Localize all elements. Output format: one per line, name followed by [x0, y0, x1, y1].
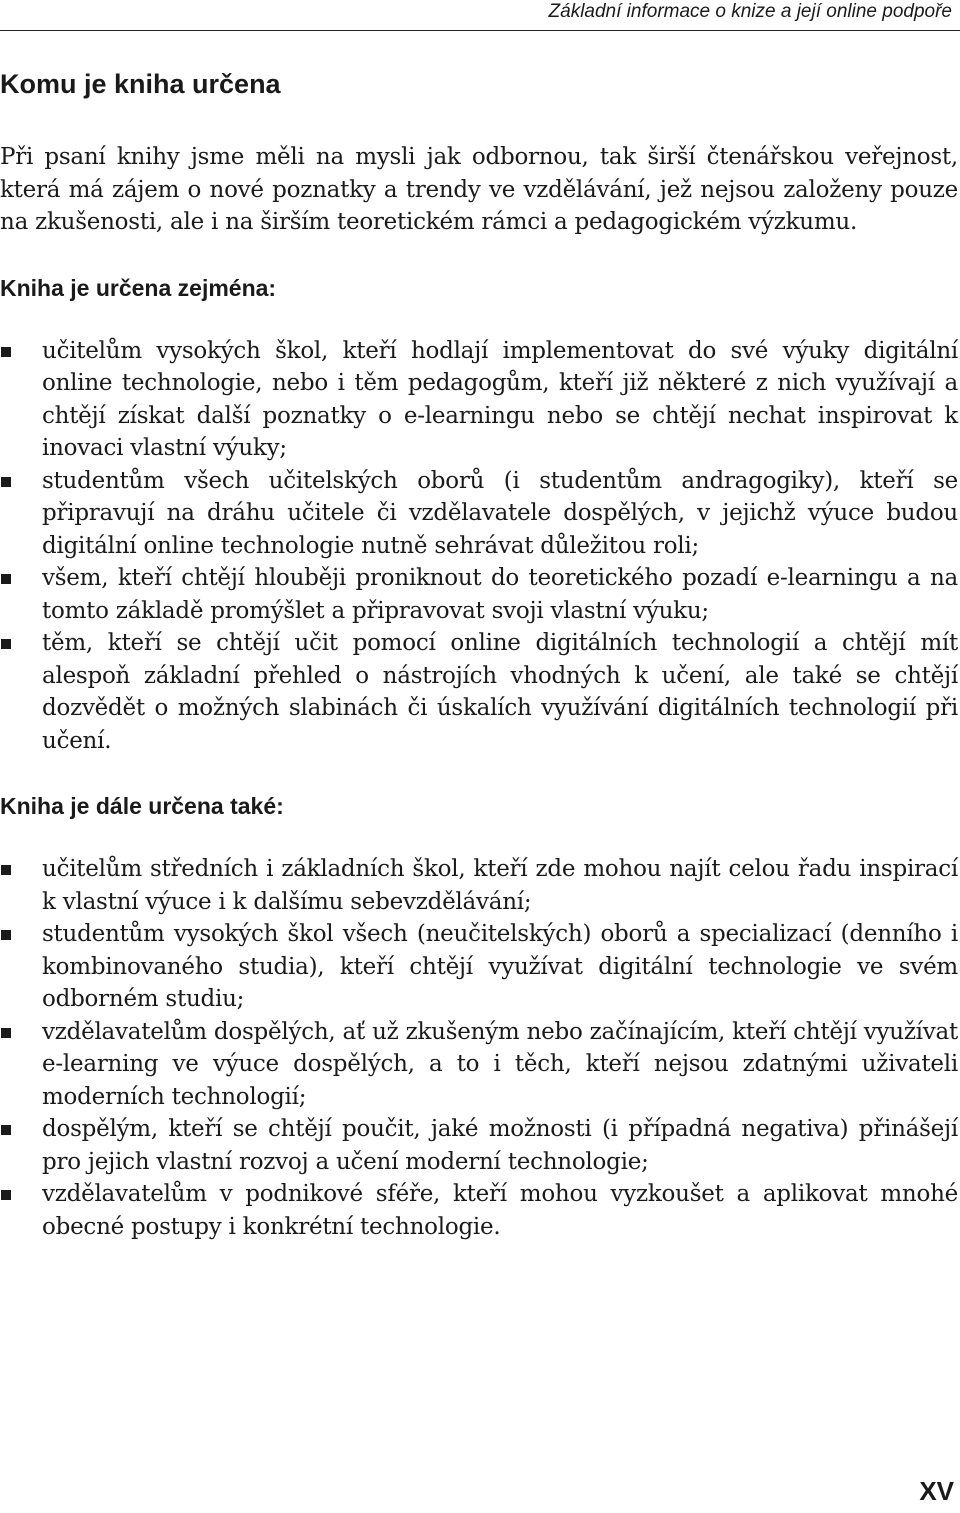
square-bullet-icon: [1, 1190, 11, 1200]
square-bullet-icon: [1, 1028, 11, 1038]
secondary-audience-heading: Kniha je dále určena také:: [0, 793, 284, 819]
square-bullet-icon: [1, 1125, 11, 1135]
page-content: [0, 66, 958, 1243]
list-item-text: všem, kteří chtějí hlouběji proniknout do teoretického pozadí e-learningu a na tomto základě promýšlet a připravovat svoji vlastní výuku;: [42, 565, 958, 624]
section-title: Komu je kniha určena: [0, 69, 281, 99]
primary-audience-heading: Kniha je určena zejména:: [0, 274, 277, 301]
page-number: XV: [919, 1476, 954, 1506]
intro-paragraph: Při psaní knihy jsme měli na mysli jak odbornou, tak širší čtenářskou veřejnost, která má zájem o nové poznatky a trendy ve vzdělávání, jež nejsou založeny pouze na zkušenosti, ale i na širším teoretickém rámci a pedagogickém výzkumu.: [0, 144, 958, 235]
list-item: [0, 918, 958, 1016]
primary-audience-list: [0, 335, 958, 758]
square-bullet-icon: [1, 639, 11, 649]
list-item-text: dospělým, kteří se chtějí poučit, jaké možnosti (i případná negativa) přinášejí pro jejich vlastní rozvoj a učení moderní technologie;: [42, 1116, 958, 1175]
list-item-text: učitelům vysokých škol, kteří hodlají implementovat do své výuky digitální online technologie, nebo i těm pedagogům, kteří již některé z nich využívají a chtějí získat další poznatky o e-learningu nebo se chtějí nechat inspirovat k inovaci vlastní výuky;: [42, 337, 958, 461]
list-item: [0, 465, 958, 563]
list-item-text: vzdělavatelům v podnikové sféře, kteří mohou vyzkoušet a aplikovat mnohé obecné postupy i konkrétní technologie.: [42, 1181, 958, 1240]
square-bullet-icon: [1, 930, 11, 940]
list-item-text: těm, kteří se chtějí učit pomocí online digitálních technologií a chtějí mít alespoň základní přehled o nástrojích vhodných k učení, ale také se chtějí dozvědět o možných slabinách či úskalích využívání digitálních technologií při učení.: [42, 630, 958, 754]
running-header-title: Základní informace o knize a její online podpoře: [548, 1, 952, 22]
list-item: [0, 1113, 958, 1178]
list-item-text: studentům vysokých škol všech (neučitelských) oborů a specializací (denního i kombinovaného studia), kteří chtějí využívat digitální technologie ve svém odborném studiu;: [42, 921, 958, 1012]
list-item: [0, 853, 958, 918]
list-item-text: vzdělavatelům dospělých, ať už zkušeným nebo začínajícím, kteří chtějí využívat e-learning ve výuce dospělých, a to i těch, kteří nejsou zdatnými uživateli moderních technologií;: [42, 1018, 958, 1110]
square-bullet-icon: [1, 574, 11, 584]
list-item: [0, 562, 958, 627]
list-item-text: studentům všech učitelských oborů (i studentům andragogiky), kteří se připravují na dráhu učitele či vzdělavatele dospělých, v jejichž výuce budou digitální online technologie nutně sehrávat důležitou roli;: [42, 467, 958, 559]
list-item: [0, 1178, 958, 1243]
secondary-audience-list: [0, 853, 958, 1243]
square-bullet-icon: [1, 865, 11, 875]
list-item: [0, 1016, 958, 1114]
square-bullet-icon: [1, 347, 11, 357]
list-item: [0, 627, 958, 757]
square-bullet-icon: [1, 477, 11, 487]
list-item: [0, 335, 958, 465]
list-item-text: učitelům středních i základních škol, kteří zde mohou najít celou řadu inspirací k vlastní výuce i k dalšímu sebevzdělávání;: [42, 856, 958, 915]
running-header: [0, 0, 960, 31]
